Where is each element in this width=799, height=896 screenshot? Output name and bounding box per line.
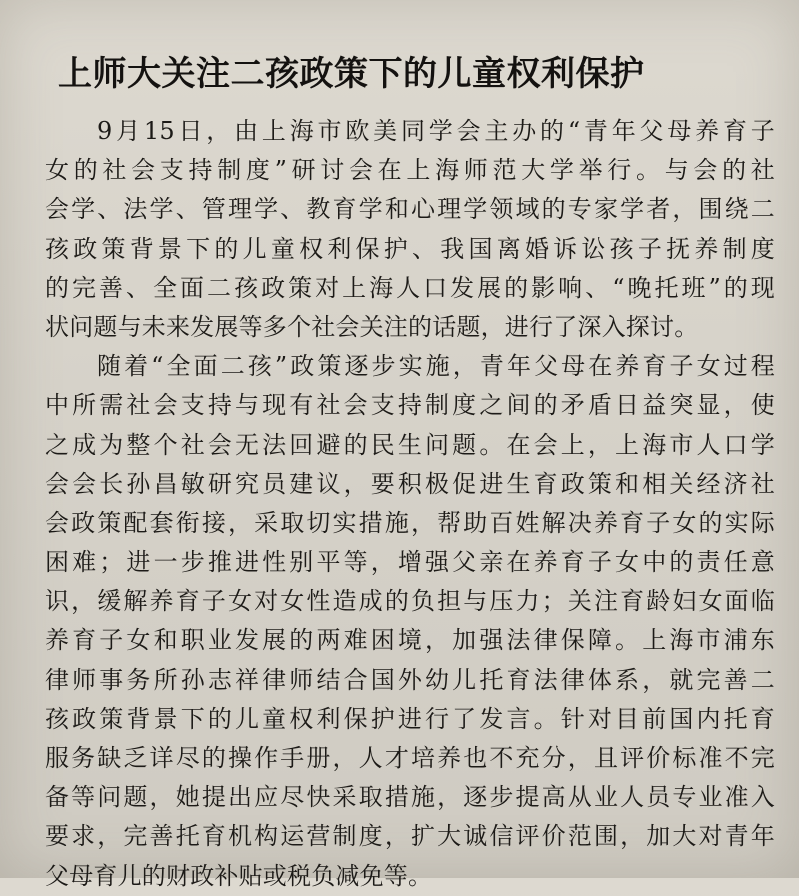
paragraph-1-line-6: 状问题与未来发展等多个社会关注的话题，进行了深入探讨。 [45, 312, 699, 341]
article-headline: 上师大关注二孩政策下的儿童权利保护 [58, 54, 645, 94]
paragraph-1-line-4: 孩政策背景下的儿童权利保护、我国离婚诉讼孩子抚养制度 [45, 234, 775, 263]
paragraph-2-line-13: 要求，完善托育机构运营制度，扩大诚信评价范围，加大对青年 [45, 822, 775, 851]
paragraph-2-line-1: 随着“全面二孩”政策逐步实施，青年父母在养育子女过程 [97, 352, 775, 381]
paragraph-2-line-9: 律师事务所孙志祥律师结合国外幼儿托育法律体系，就完善二 [45, 665, 775, 694]
article-body [45, 112, 775, 896]
paragraph-2-line-6: 困难；进一步推进性别平等，增强父亲在养育子女中的责任意 [45, 548, 775, 577]
paragraph-2-line-3: 之成为整个社会无法回避的民生问题。在会上，上海市人口学 [45, 430, 775, 459]
paragraph-2-line-12: 备等问题，她提出应尽快采取措施，逐步提高从业人员专业准入 [45, 783, 775, 812]
paragraph-1-line-3: 会学、法学、管理学、教育学和心理学领域的专家学者，围绕二 [45, 195, 775, 224]
paragraph-2-line-8: 养育子女和职业发展的两难困境，加强法律保障。上海市浦东 [45, 626, 775, 655]
paragraph-2-line-2: 中所需社会支持与现有社会支持制度之间的矛盾日益突显，使 [45, 391, 775, 420]
paragraph-2-line-10: 孩政策背景下的儿童权利保护进行了发言。针对目前国内托育 [45, 704, 775, 733]
paragraph-2-line-11: 服务缺乏详尽的操作手册，人才培养也不充分，且评价标准不完 [45, 744, 775, 772]
paragraph-1-line-1: 9月15日，由上海市欧美同学会主办的“青年父母养育子 [97, 117, 775, 145]
paragraph-2-line-5: 会政策配套衔接，采取切实措施，帮助百姓解决养育子女的实际 [45, 508, 775, 537]
paragraph-1-line-2: 女的社会支持制度”研讨会在上海师范大学举行。与会的社 [45, 156, 775, 185]
paragraph-2-line-4: 会会长孙昌敏研究员建议，要积极促进生育政策和相关经济社 [45, 469, 775, 498]
paragraph-2-line-7: 识，缓解养育子女对女性造成的负担与压力；关注育龄妇女面临 [45, 587, 775, 616]
paragraph-2-line-14: 父母育儿的财政补贴或税负减免等。 [45, 861, 433, 890]
paragraph-1-line-5: 的完善、全面二孩政策对上海人口发展的影响、“晚托班”的现 [45, 273, 775, 302]
